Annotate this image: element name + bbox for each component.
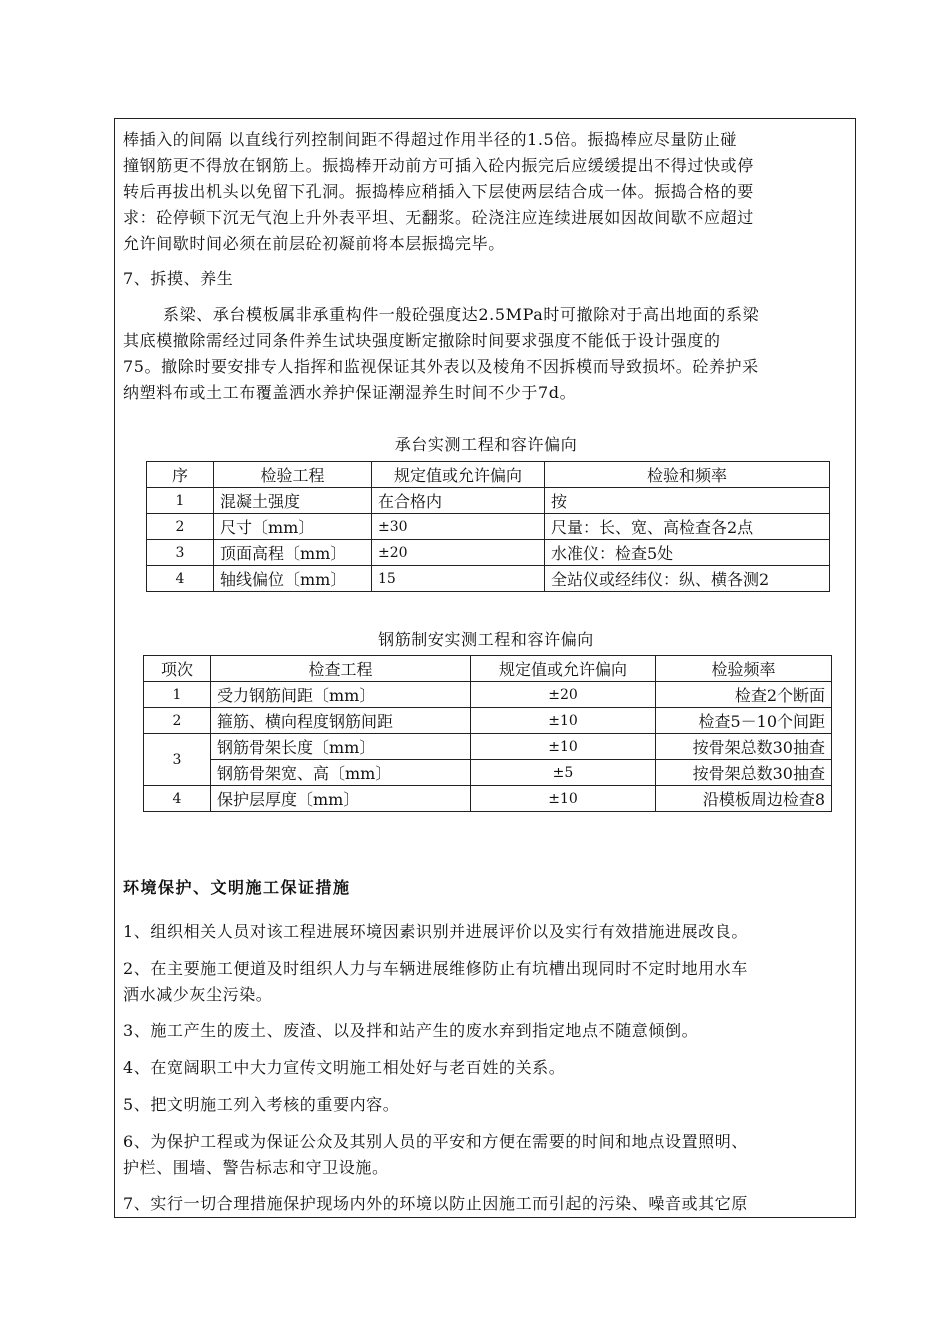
header-cell: 检验和频率 <box>545 462 830 488</box>
table-cell: 钢筋骨架宽、高〔mm〕 <box>211 760 471 786</box>
table-row <box>144 760 832 786</box>
table-row <box>144 734 832 760</box>
section-heading-environment: 环境保护、文明施工保证措施 <box>123 878 351 897</box>
header-cell: 项次 <box>144 656 211 682</box>
text-line: 洒水减少灰尘污染。 <box>123 985 273 1004</box>
section-title-formwork <box>123 266 851 292</box>
table-row <box>144 708 832 734</box>
table1-caption: 承台实测工程和容许偏向 <box>394 435 578 454</box>
table-cell: 轴线偏位〔mm〕 <box>214 566 372 592</box>
text-line: 求：砼停顿下沉无气泡上升外表平坦、无翻浆。砼浇注应连续进展如因故间歇不应超过 <box>123 208 754 227</box>
table-cell: 4 <box>147 566 214 592</box>
table-cell: 尺量：长、宽、高检查各2点 <box>545 514 830 540</box>
table-row <box>147 514 830 540</box>
table-cell: 1 <box>147 488 214 514</box>
table-cell: 按骨架总数30抽查 <box>656 760 832 786</box>
text-line: 棒插入的间隔 以直线行列控制间距不得超过作用半径的1.5倍。振捣棒应尽量防止碰 <box>123 130 737 149</box>
table-header-row <box>147 462 830 488</box>
table-cell: 受力钢筋间距〔mm〕 <box>211 682 471 708</box>
table-cell: 按 <box>545 488 830 514</box>
env-item-1 <box>123 919 851 945</box>
header-cell: 序 <box>147 462 214 488</box>
table-cell: 沿模板周边检查8 <box>656 786 832 812</box>
table-cell: 15 <box>372 566 545 592</box>
table-rebar-tolerance <box>143 655 832 812</box>
table-cell: 保护层厚度〔mm〕 <box>211 786 471 812</box>
env-item-3 <box>123 1018 851 1044</box>
paragraph-vibration <box>123 127 851 257</box>
env-item-6 <box>123 1129 851 1181</box>
document-frame <box>114 118 856 1218</box>
table-cell: 水准仪：检查5处 <box>545 540 830 566</box>
table-cell: ±20 <box>372 540 545 566</box>
header-cell: 检验工程 <box>214 462 372 488</box>
table-cell: 尺寸〔mm〕 <box>214 514 372 540</box>
env-item-4 <box>123 1055 851 1081</box>
table-cell: 箍筋、横向程度钢筋间距 <box>211 708 471 734</box>
table-row <box>147 566 830 592</box>
table-cell: ±20 <box>471 682 656 708</box>
header-cell: 检查工程 <box>211 656 471 682</box>
text-line: 75。撤除时要安排专人指挥和监视保证其外表以及棱角不因拆模而导致损坏。砼养护采 <box>123 357 759 376</box>
table-cell: ±10 <box>471 786 656 812</box>
table-cell: 检查2个断面 <box>656 682 832 708</box>
text-line: 纳塑料布或土工布覆盖洒水养护保证潮湿养生时间不少于7d。 <box>123 383 577 402</box>
table-cell: ±10 <box>471 708 656 734</box>
text-line: 4、在宽阔职工中大力宣传文明施工相处好与老百姓的关系。 <box>123 1058 566 1077</box>
table-cell: 1 <box>144 682 211 708</box>
text-line: 7、实行一切合理措施保护现场内外的环境以防止因施工而引起的污染、噪音或其它原 <box>123 1194 748 1213</box>
table-cell: 2 <box>144 708 211 734</box>
table-cell: 顶面高程〔mm〕 <box>214 540 372 566</box>
table-cell: ±5 <box>471 760 656 786</box>
paragraph-formwork <box>123 302 851 406</box>
table-cell: 全站仪或经纬仪：纵、横各测2 <box>545 566 830 592</box>
text-line: 系梁、承台模板属非承重构件一般砼强度达2.5MPa时可撤除对于高出地面的系梁 <box>163 305 760 324</box>
table-row <box>147 540 830 566</box>
table-cap-tolerance <box>146 461 830 592</box>
text-line: 6、为保护工程或为保证公众及其别人员的平安和方便在需要的时间和地点设置照明、 <box>123 1132 748 1151</box>
env-item-2 <box>123 956 851 1008</box>
table-header-row <box>144 656 832 682</box>
table-cell: 检查5－10个间距 <box>656 708 832 734</box>
table-cell: 4 <box>144 786 211 812</box>
table-row <box>144 786 832 812</box>
table-cell: ±30 <box>372 514 545 540</box>
text-line: 其底模撤除需经过同条件养生试块强度断定撤除时间要求强度不能低于设计强度的 <box>123 331 721 350</box>
header-cell: 规定值或允许偏向 <box>471 656 656 682</box>
text-line: 撞钢筋更不得放在钢筋上。振捣棒开动前方可插入砼内振完后应缓缓提出不得过快或停 <box>123 156 754 175</box>
text-line: 5、把文明施工列入考核的重要内容。 <box>123 1095 400 1114</box>
text-line: 3、施工产生的废土、废渣、以及拌和站产生的废水弃到指定地点不随意倾倒。 <box>123 1021 699 1040</box>
header-cell: 规定值或允许偏向 <box>372 462 545 488</box>
text-line: 允许间歇时间必须在前层砼初凝前将本层振捣完毕。 <box>123 234 505 253</box>
table-cell: 3 <box>147 540 214 566</box>
env-item-7 <box>123 1191 851 1217</box>
table-cell: 按骨架总数30抽查 <box>656 734 832 760</box>
table-row <box>147 488 830 514</box>
text-line: 护栏、围墙、警告标志和守卫设施。 <box>123 1158 389 1177</box>
table-cell: 2 <box>147 514 214 540</box>
table2-caption: 钢筋制安实测工程和容许偏向 <box>378 630 594 649</box>
table-cell: 混凝土强度 <box>214 488 372 514</box>
env-item-5 <box>123 1092 851 1118</box>
table-cell: 在合格内 <box>372 488 545 514</box>
table-row <box>144 682 832 708</box>
header-cell: 检验频率 <box>656 656 832 682</box>
table-cell: ±10 <box>471 734 656 760</box>
table-cell: 钢筋骨架长度〔mm〕 <box>211 734 471 760</box>
text-line: 2、在主要施工便道及时组织人力与车辆进展维修防止有坑槽出现同时不定时地用水车 <box>123 959 748 978</box>
text-line: 转后再拔出机头以免留下孔洞。振捣棒应稍插入下层使两层结合成一体。振捣合格的要 <box>123 182 754 201</box>
table-cell: 3 <box>144 734 211 786</box>
text-line: 1、组织相关人员对该工程进展环境因素识别并进展评价以及实行有效措施进展改良。 <box>123 922 748 941</box>
text-line: 7、拆摸、养生 <box>123 269 234 288</box>
